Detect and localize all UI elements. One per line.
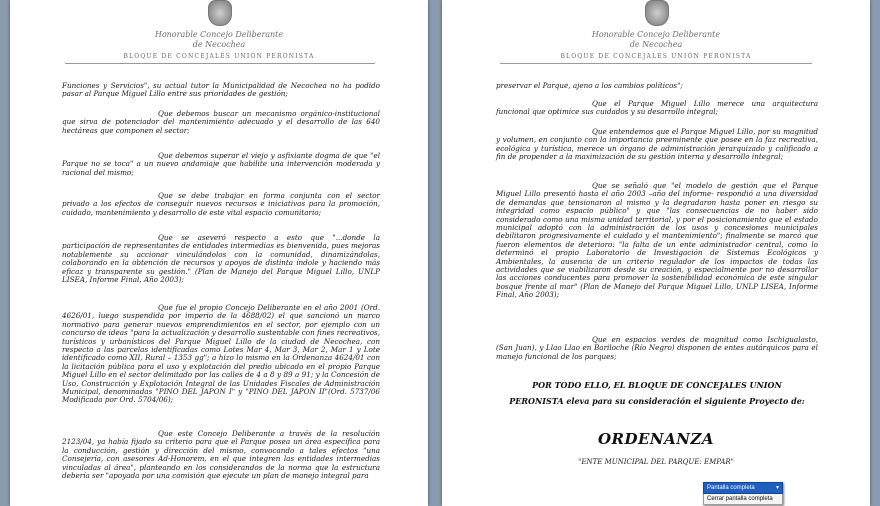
bloque-header: BLOQUE DE CONCEJALES UNIÓN PERONISTA	[560, 53, 752, 60]
left-paragraph-6: Que fue el propio Concejo Deliberante en el año 2001 (Ord. 4626/01, luego suspendida por imperio de la 4688/02) el que sancionó un marco normativo para generar nuevos emprendimientos en el sector, por ejemplo con un concurso de ideas "para la actualización y desarrollo sustentable con fines recreativos, turísticos y urbanísticos del Parque Miguel Lillo de la ciudad de Necochea, con respecto a las parcelas identificadas como Lotes Mar 4, Mar 3, Mar 2, Mar 1 y Lote identificado como XII, Rural – 1353 gg"; a hizo lo mismo en la Ordenanza 4624/01 con la licitación pública para el uso y explotación del predio ubicado en el propio Parque Miguel Lillo en el sector delimitado por las calles de 4 a 8 y 89 a 91; y la Concesión de Uso, Construcción y Explotación Integral de las Unidades Fiscales de Administración Municipal, denominadas "PINO DEL JAPON I" y "PINO DEL JAPON II"(Ord. 5737/06 Modificada por Ord. 5704/06);	[62, 303, 380, 405]
left-paragraph-2: Que debemos buscar un mecanismo orgánico-institucional que sirva de potenciador del mantenimiento adecuado y el desarrollo de las 640 hectáreas que componen el sector;	[62, 109, 380, 135]
left-paragraph-7: Que este Concejo Deliberante a través de la resolución 2123/04, ya había fijado su criterio para que el Parque posea un área específica para la conducción, gestión y dirección del mismo, convocando a tales efectos "una Consejería, con asesores Ad-Honorem, en el que integren las entidades intermedias vinculadas al área", planteando en los considerandos de la norma que la estructura debería ser "apoyada por una comisión que ejecute un plan de manejo integral para	[62, 429, 380, 481]
chevron-down-icon: ▾	[775, 485, 779, 491]
document-page-right	[442, 0, 870, 506]
fullscreen-select[interactable]	[703, 482, 783, 494]
right-paragraph-2: Que el Parque Miguel Lillo merece una arquitectura funcional que optimice sus cuidados y su desarrollo integral;	[496, 99, 818, 117]
left-paragraph-4: Que se debe trabajar en forma conjunta con el sector privado a los efectos de conseguir nuevos recursos e iniciativas para la promoción, cuidado, mantenimiento y desarrollo de este vital espacio comunitario;	[62, 191, 380, 217]
council-name-line1: Honorable Concejo Deliberante	[154, 30, 284, 39]
council-name-line2: de Necochea	[192, 40, 246, 49]
council-crest-icon	[645, 0, 669, 26]
right-paragraph-1: preservar el Parque, ajeno a los cambios políticos";	[496, 81, 683, 90]
left-paragraph-3: Que debemos superar el viejo y asfixiante dogma de que "el Parque no se toca" a un nuevo andamiaje que habilite una intervención moderada y racional del mismo;	[62, 151, 380, 177]
fullscreen-select-label: Pantalla completa	[707, 485, 755, 491]
left-paragraph-1: Funciones y Servicios", su actual tutor la Municipalidad de Necochea no ha podido pasar al Parque Miguel Lillo entre sus prioridades de gestión;	[62, 81, 380, 99]
document-page-left	[10, 0, 428, 506]
bloque-header: BLOQUE DE CONCEJALES UNIÓN PERONISTA	[123, 53, 315, 60]
header-divider	[500, 63, 812, 64]
closing-line-1: POR TODO ELLO, EL BLOQUE DE CONCEJALES UNION	[532, 380, 782, 390]
close-fullscreen-option[interactable]: Cerrar pantalla completa	[703, 494, 783, 505]
council-crest-icon	[208, 0, 232, 26]
closing-line-2: PERONISTA eleva para su consideración el siguiente Proyecto de:	[509, 396, 805, 406]
council-name-line2: de Necochea	[629, 40, 683, 49]
header-divider	[65, 63, 375, 64]
council-name-line1: Honorable Concejo Deliberante	[591, 30, 721, 39]
left-paragraph-5: Que se aseveró respecto a esto que "...donde la participación de representantes de entidades intermedias es bienvenida, pues mejoras notablemente su accionar vinculándolos con la comunidad, dinamizándolas, colaborando en la obtención de recursos y apoyos de distinta índole y haciendo más eficaz y transparente su gestión." (Plan de Manejo del Parque Miguel Lillo, UNLP LISEA, Informe Final, Año 2003);	[62, 233, 380, 285]
right-paragraph-3: Que entendemos que el Parque Miguel Lillo, por su magnitud y volumen, en conjunto con la importancia preeminente que posee en la faz recreativa, ecológica y turística, merece un órgano de administración jerarquizado y calificado a fin de propender a la maximización de su gestión interna y desarrollo integral;	[496, 127, 818, 162]
right-paragraph-5: Que en espacios verdes de magnitud como Ischigualasto, (San Juan), y Llao Llao en Bariloche (Río Negro) disponen de entes autárquicos para el manejo funcional de los parques;	[496, 335, 818, 361]
fullscreen-dropdown[interactable]	[703, 482, 783, 505]
right-paragraph-4: Que se señaló que "el modelo de gestión que el Parque Miguel Lillo presentó hasta el año 2003 –año del informe- respondió a una diversidad de demandas que tensionaron al mismo y la degradaron hasta poner en riesgo su integridad como espacio público" y que "las consecuencias de no haber sido considerado como una misma unidad territorial, y por el posicionamiento que el estado municipal adoptó con la administración de los usos y concesiones municipales debilitaron progresivamente el cuidado y el mantenimiento"; finalmente se marcó que fueron elementos de deterioro: "la falta de un ente administrador central, como lo determinó el propio Laboratorio de Investigación de Sistemas Ecológicos y Ambientales, la ausencia de un criterio regulador de los impactos de todas las actividades que se viabilizaron desde su creación, y especialmente por no desarrollar las acciones conducentes para promover la sostenibilidad económica de este singular bosque frente al mar" (Plan de Manejo del Parque Miguel Lillo, UNLP LISEA, Informe Final, Año 2003);	[496, 181, 818, 300]
ordenanza-title: ORDENANZA	[597, 430, 715, 448]
ordenanza-subtitle: "ENTE MUNICIPAL DEL PARQUE: EMPAR"	[578, 458, 734, 466]
